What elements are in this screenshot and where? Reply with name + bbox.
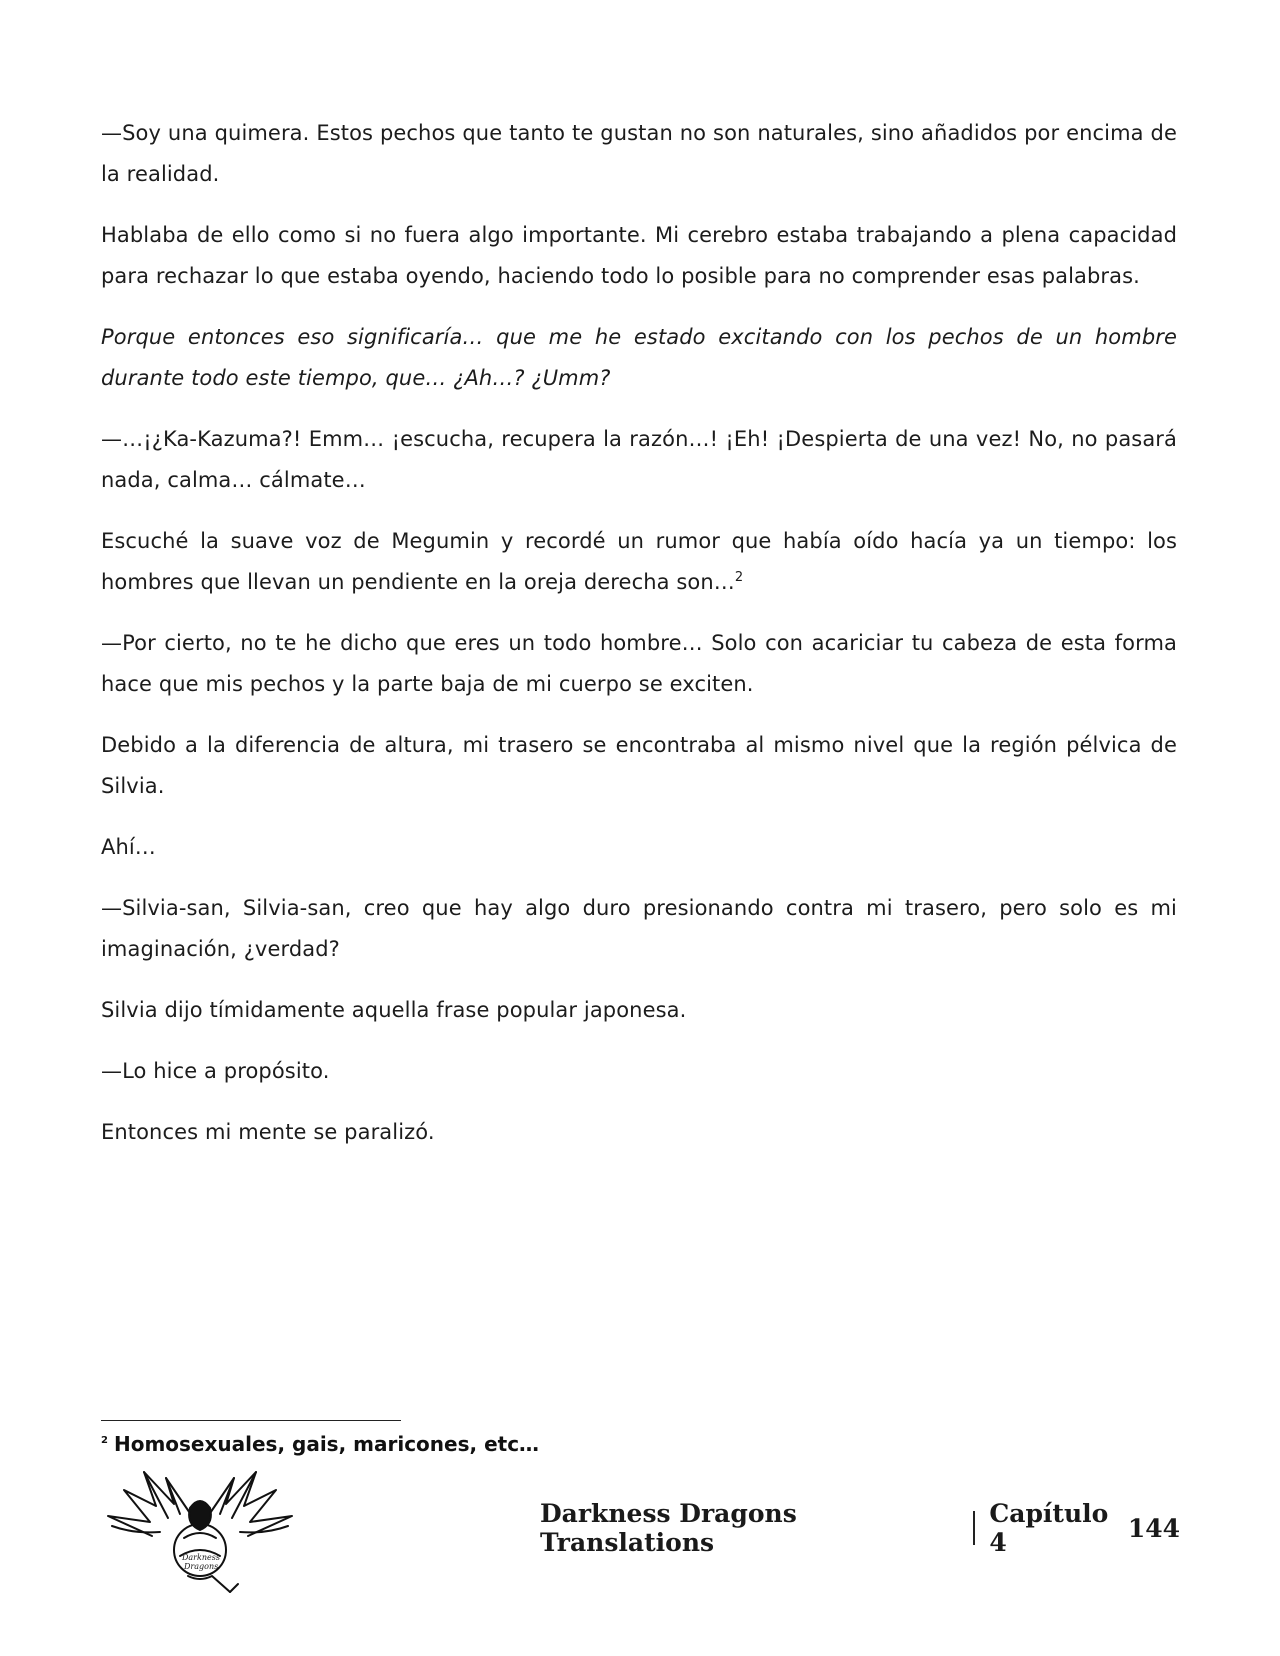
logo-text-line2: Dragons <box>184 1562 219 1571</box>
paragraph-2: Hablaba de ello como si no fuera algo importante. Mi cerebro estaba trabajando a plena capacidad para rechazar lo que estaba oyendo, haciendo todo lo posible para no comprender esas palabras. <box>101 223 1177 288</box>
page-footer <box>540 1499 1180 1557</box>
body-text <box>101 113 1177 1173</box>
paragraph-1: —Soy una quimera. Estos pechos que tanto te gustan no son naturales, sino añadidos por encima de la realidad. <box>101 121 1177 186</box>
dragon-logo-icon <box>104 1464 296 1596</box>
paragraph-10: Silvia dijo tímidamente aquella frase popular japonesa. <box>101 998 687 1022</box>
footnote-text: Homosexuales, gais, maricones, etc… <box>113 1432 540 1456</box>
paragraph-11: —Lo hice a propósito. <box>101 1059 330 1083</box>
footer-group-name: Darkness Dragons Translations <box>540 1499 797 1557</box>
paragraph-7: Debido a la diferencia de altura, mi trasero se encontraba al mismo nivel que la región pélvica de Silvia. <box>101 733 1177 798</box>
footnote-reference[interactable]: 2 <box>734 570 744 585</box>
paragraph-9: —Silvia-san, Silvia-san, creo que hay algo duro presionando contra mi trasero, pero solo es mi imaginación, ¿verdad? <box>101 896 1177 961</box>
footnote-divider <box>101 1420 401 1421</box>
footnote-mark: 2 <box>101 1435 108 1447</box>
paragraph-6: —Por cierto, no te he dicho que eres un todo hombre… Solo con acariciar tu cabeza de esta forma hace que mis pechos y la parte baja de mi cuerpo se exciten. <box>101 631 1177 696</box>
page-number: 144 <box>1127 1513 1180 1543</box>
paragraph-12: Entonces mi mente se paralizó. <box>101 1120 435 1144</box>
paragraph-3: Porque entonces eso significaría… que me he estado excitando con los pechos de un hombre durante todo este tiempo, que… ¿Ah…? ¿Umm? <box>101 325 1177 390</box>
footer-separator <box>973 1511 975 1545</box>
paragraph-8: Ahí… <box>101 835 156 859</box>
logo-text-line1: Darkness <box>182 1553 220 1562</box>
paragraph-4: —…¡¿Ka-Kazuma?! Emm… ¡escucha, recupera la razón…! ¡Eh! ¡Despierta de una vez! No, no pasará nada, calma… cálmate… <box>101 427 1177 492</box>
footnote <box>101 1432 539 1456</box>
footer-chapter: Capítulo 4 <box>989 1499 1109 1557</box>
paragraph-5: Escuché la suave voz de Megumin y recordé un rumor que había oído hacía ya un tiempo: los hombres que llevan un pendiente en la oreja derecha son…$^2$ <box>101 529 1177 594</box>
